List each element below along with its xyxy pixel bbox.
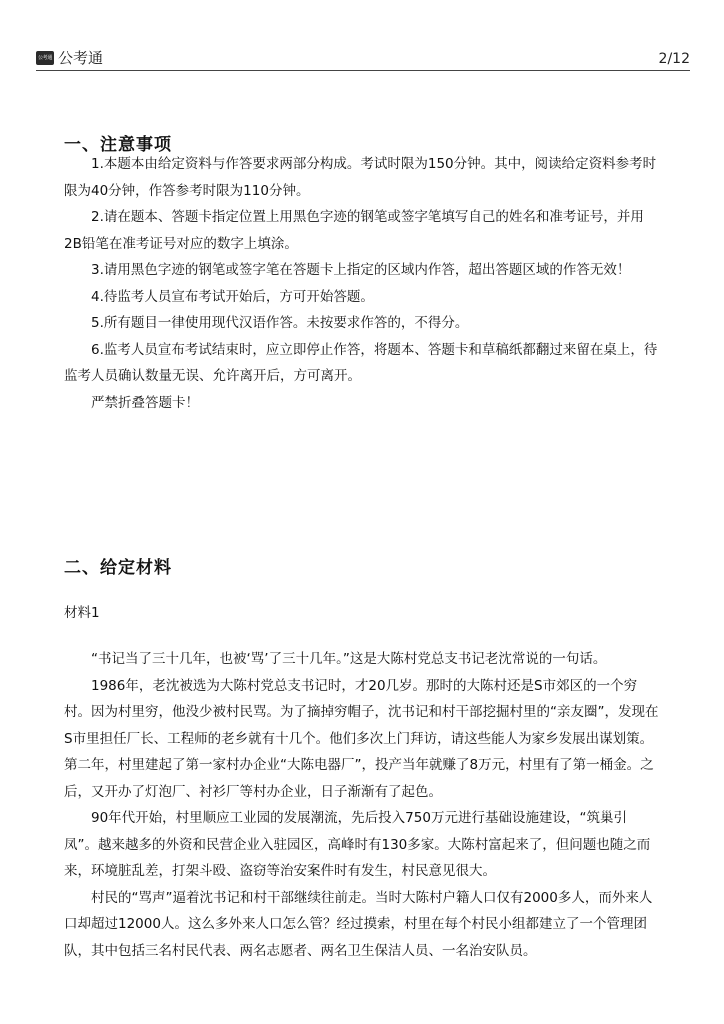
logo-text: 公考通 bbox=[58, 49, 104, 67]
notice-item: 6.监考人员宣布考试结束时，应立即停止作答，将题本、答题卡和草稿纸都翻过来留在桌上，待监考人员确认数量无误、允许离开后，方可离开。 bbox=[64, 341, 658, 384]
material-paragraph: 村民的“骂声”逼着沈书记和村干部继续往前走。当时大陈村户籍人口仅有2000多人，而外来人口却超过12000人。这么多外来人口怎么管？经过摸索，村里在每个村民小组都建立了一个管理团队，其中包括三名村民代表、两名志愿者、两名卫生保洁人员、一名治安队员。 bbox=[64, 889, 653, 959]
page-header bbox=[36, 44, 690, 71]
section-title-notice: 一、注意事项 bbox=[64, 135, 172, 155]
notice-item: 2.请在题本、答题卡指定位置上用黑色字迹的钢笔或签字笔填写自己的姓名和准考证号，并用2B铅笔在准考证号对应的数字上填涂。 bbox=[64, 209, 644, 252]
material-paragraph: “书记当了三十几年，也被‘骂’了三十几年。”这是大陈村党总支书记老沈常说的一句话。 bbox=[91, 651, 607, 667]
notice-item: 严禁折叠答题卡！ bbox=[91, 394, 199, 411]
notice-item: 5.所有题目一律使用现代汉语作答。未按要求作答的，不得分。 bbox=[91, 315, 469, 331]
material-paragraph: 90年代开始，村里顺应工业园的发展潮流，先后投入750万元进行基础设施建设，“筑巢引凤”。越来越多的外资和民营企业入驻园区，高峰时有130多家。大陈村富起来了，但问题也随之而来，环境脏乱差，打架斗殴、盗窃等治安案件时有发生，村民意见很大。 bbox=[64, 810, 651, 879]
section-title-materials: 二、给定材料 bbox=[64, 558, 172, 578]
material-body bbox=[64, 646, 660, 964]
logo bbox=[36, 47, 103, 68]
material-paragraph: 1986年，老沈被选为大陈村党总支书记时，才20几岁。那时的大陈村还是S市郊区的一个穷村。因为村里穷，他没少被村民骂。为了摘掉穷帽子，沈书记和村干部挖掘村里的“亲友圈”，发现在S市里担任厂长、工程师的老乡就有十几个。他们多次上门拜访，请这些能人为家乡发展出谋划策。第二年，村里建起了第一家村办企业“大陈电器厂”，投产当年就赚了8万元，村里有了第一桶金。之后，又开办了灯泡厂、衬衫厂等村办企业，日子渐渐有了起色。 bbox=[64, 677, 659, 800]
notice-item: 3.请用黑色字迹的钢笔或签字笔在答题卡上指定的区域内作答，超出答题区域的作答无效！ bbox=[91, 262, 631, 278]
notice-item: 4.待监考人员宣布考试开始后，方可开始答题。 bbox=[91, 288, 374, 305]
material-label: 材料1 bbox=[64, 605, 100, 621]
notice-item: 1.本题本由给定资料与作答要求两部分构成。考试时限为150分钟。其中，阅读给定资料参考时限为40分钟，作答参考时限为110分钟。 bbox=[64, 156, 657, 199]
logo-icon: 公考通 bbox=[36, 51, 54, 65]
page-number: 2/12 bbox=[658, 51, 690, 67]
notice-body bbox=[64, 151, 660, 416]
